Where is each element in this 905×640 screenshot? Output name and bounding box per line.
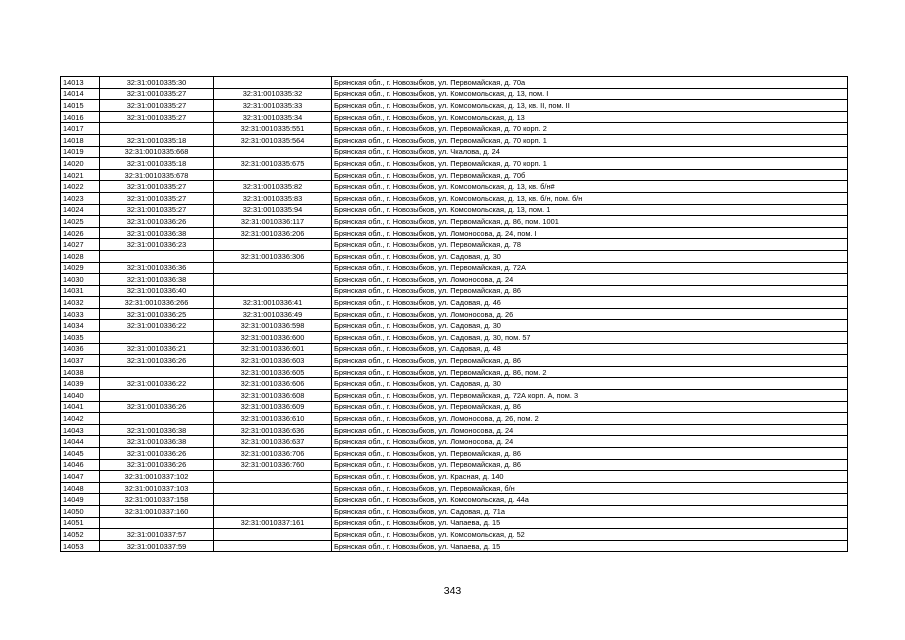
table-row	[61, 192, 848, 204]
table-row	[61, 320, 848, 332]
table-row	[61, 343, 848, 355]
row-number-cell: 14050	[61, 505, 100, 517]
address-cell: Брянская обл., г. Новозыбков, ул. Комсомольская, д. 13, кв. б/н, пом. б/н	[332, 192, 848, 204]
row-number-cell: 14046	[61, 459, 100, 471]
building-cadastral-cell: 32:31:0010336:49	[214, 308, 332, 320]
table-row	[61, 482, 848, 494]
table-row	[61, 413, 848, 425]
land-plot-cadastral-cell: 32:31:0010335:27	[100, 111, 214, 123]
address-cell: Брянская обл., г. Новозыбков, ул. Садовая, д. 46	[332, 297, 848, 309]
building-cadastral-cell	[214, 285, 332, 297]
building-cadastral-cell: 32:31:0010337:161	[214, 517, 332, 529]
building-cadastral-cell: 32:31:0010336:605	[214, 366, 332, 378]
row-number-cell: 14035	[61, 332, 100, 344]
table-row	[61, 471, 848, 483]
land-plot-cadastral-cell	[100, 332, 214, 344]
table-row	[61, 529, 848, 541]
table-row	[61, 424, 848, 436]
row-number-cell: 14049	[61, 494, 100, 506]
row-number-cell: 14020	[61, 158, 100, 170]
table-row	[61, 505, 848, 517]
table-row	[61, 216, 848, 228]
table-row	[61, 517, 848, 529]
address-cell: Брянская обл., г. Новозыбков, ул. Первомайская, д. 86	[332, 459, 848, 471]
building-cadastral-cell	[214, 146, 332, 158]
row-number-cell: 14025	[61, 216, 100, 228]
table-row	[61, 239, 848, 251]
land-plot-cadastral-cell: 32:31:0010336:26	[100, 459, 214, 471]
land-plot-cadastral-cell: 32:31:0010336:26	[100, 448, 214, 460]
address-cell: Брянская обл., г. Новозыбков, ул. Ломоносова, д. 26, пом. 2	[332, 413, 848, 425]
land-plot-cadastral-cell	[100, 390, 214, 402]
address-cell: Брянская обл., г. Новозыбков, ул. Комсомольская, д. 44а	[332, 494, 848, 506]
building-cadastral-cell	[214, 77, 332, 89]
table-row	[61, 448, 848, 460]
row-number-cell: 14031	[61, 285, 100, 297]
row-number-cell: 14019	[61, 146, 100, 158]
land-plot-cadastral-cell	[100, 366, 214, 378]
building-cadastral-cell: 32:31:0010335:33	[214, 100, 332, 112]
table-row	[61, 227, 848, 239]
table-row	[61, 436, 848, 448]
row-number-cell: 14051	[61, 517, 100, 529]
row-number-cell: 14024	[61, 204, 100, 216]
row-number-cell: 14018	[61, 134, 100, 146]
address-cell: Брянская обл., г. Новозыбков, ул. Первомайская, д. 72А корп. А, пом. 3	[332, 390, 848, 402]
land-plot-cadastral-cell: 32:31:0010337:158	[100, 494, 214, 506]
address-cell: Брянская обл., г. Новозыбков, ул. Комсомольская, д. 13, пом. 1	[332, 204, 848, 216]
land-plot-cadastral-cell: 32:31:0010336:26	[100, 216, 214, 228]
table-row	[61, 355, 848, 367]
building-cadastral-cell: 32:31:0010335:675	[214, 158, 332, 170]
row-number-cell: 14038	[61, 366, 100, 378]
table-row	[61, 308, 848, 320]
building-cadastral-cell: 32:31:0010336:598	[214, 320, 332, 332]
land-plot-cadastral-cell: 32:31:0010335:27	[100, 88, 214, 100]
land-plot-cadastral-cell: 32:31:0010336:38	[100, 436, 214, 448]
table-row	[61, 181, 848, 193]
table-row	[61, 262, 848, 274]
address-cell: Брянская обл., г. Новозыбков, ул. Чапаева, д. 15	[332, 517, 848, 529]
row-number-cell: 14052	[61, 529, 100, 541]
address-cell: Брянская обл., г. Новозыбков, ул. Ломоносова, д. 24	[332, 424, 848, 436]
table-row	[61, 123, 848, 135]
row-number-cell: 14030	[61, 274, 100, 286]
address-cell: Брянская обл., г. Новозыбков, ул. Первомайская, д. 86	[332, 285, 848, 297]
address-cell: Брянская обл., г. Новозыбков, ул. Первомайская, д. 78	[332, 239, 848, 251]
row-number-cell: 14032	[61, 297, 100, 309]
address-cell: Брянская обл., г. Новозыбков, ул. Красная, д. 140	[332, 471, 848, 483]
row-number-cell: 14013	[61, 77, 100, 89]
table-row	[61, 332, 848, 344]
table-row	[61, 390, 848, 402]
land-plot-cadastral-cell: 32:31:0010336:38	[100, 227, 214, 239]
land-plot-cadastral-cell: 32:31:0010337:103	[100, 482, 214, 494]
land-plot-cadastral-cell: 32:31:0010336:25	[100, 308, 214, 320]
row-number-cell: 14045	[61, 448, 100, 460]
table-row	[61, 378, 848, 390]
building-cadastral-cell	[214, 262, 332, 274]
land-plot-cadastral-cell: 32:31:0010335:27	[100, 100, 214, 112]
row-number-cell: 14017	[61, 123, 100, 135]
row-number-cell: 14036	[61, 343, 100, 355]
land-plot-cadastral-cell	[100, 517, 214, 529]
table-row	[61, 169, 848, 181]
address-cell: Брянская обл., г. Новозыбков, ул. Чкалова, д. 24	[332, 146, 848, 158]
address-cell: Брянская обл., г. Новозыбков, ул. Ломоносова, д. 24, пом. I	[332, 227, 848, 239]
registry-table	[60, 76, 848, 552]
building-cadastral-cell: 32:31:0010336:608	[214, 390, 332, 402]
table-row	[61, 494, 848, 506]
address-cell: Брянская обл., г. Новозыбков, ул. Первомайская, б/н	[332, 482, 848, 494]
address-cell: Брянская обл., г. Новозыбков, ул. Комсомольская, д. 13, пом. I	[332, 88, 848, 100]
address-cell: Брянская обл., г. Новозыбков, ул. Первомайская, д. 72А	[332, 262, 848, 274]
row-number-cell: 14014	[61, 88, 100, 100]
land-plot-cadastral-cell: 32:31:0010336:266	[100, 297, 214, 309]
row-number-cell: 14043	[61, 424, 100, 436]
row-number-cell: 14044	[61, 436, 100, 448]
land-plot-cadastral-cell: 32:31:0010335:27	[100, 204, 214, 216]
land-plot-cadastral-cell	[100, 123, 214, 135]
row-number-cell: 14041	[61, 401, 100, 413]
table-row	[61, 540, 848, 552]
table-row	[61, 366, 848, 378]
address-cell: Брянская обл., г. Новозыбков, ул. Садовая, д. 48	[332, 343, 848, 355]
table-row	[61, 274, 848, 286]
land-plot-cadastral-cell: 32:31:0010335:18	[100, 158, 214, 170]
building-cadastral-cell	[214, 505, 332, 517]
address-cell: Брянская обл., г. Новозыбков, ул. Садовая, д. 71а	[332, 505, 848, 517]
land-plot-cadastral-cell: 32:31:0010336:26	[100, 401, 214, 413]
building-cadastral-cell: 32:31:0010336:600	[214, 332, 332, 344]
address-cell: Брянская обл., г. Новозыбков, ул. Садовая, д. 30, пом. 57	[332, 332, 848, 344]
building-cadastral-cell: 32:31:0010335:34	[214, 111, 332, 123]
table-row	[61, 100, 848, 112]
building-cadastral-cell: 32:31:0010335:94	[214, 204, 332, 216]
row-number-cell: 14021	[61, 169, 100, 181]
building-cadastral-cell: 32:31:0010336:760	[214, 459, 332, 471]
address-cell: Брянская обл., г. Новозыбков, ул. Первомайская, д. 70 корп. 1	[332, 158, 848, 170]
address-cell: Брянская обл., г. Новозыбков, ул. Первомайская, д. 70б	[332, 169, 848, 181]
building-cadastral-cell: 32:31:0010336:609	[214, 401, 332, 413]
row-number-cell: 14028	[61, 250, 100, 262]
table-row	[61, 111, 848, 123]
land-plot-cadastral-cell: 32:31:0010336:26	[100, 355, 214, 367]
land-plot-cadastral-cell: 32:31:0010335:678	[100, 169, 214, 181]
row-number-cell: 14034	[61, 320, 100, 332]
address-cell: Брянская обл., г. Новозыбков, ул. Садовая, д. 30	[332, 320, 848, 332]
row-number-cell: 14033	[61, 308, 100, 320]
building-cadastral-cell	[214, 239, 332, 251]
building-cadastral-cell: 32:31:0010335:82	[214, 181, 332, 193]
page-number: 343	[443, 585, 462, 597]
address-cell: Брянская обл., г. Новозыбков, ул. Чапаева, д. 15	[332, 540, 848, 552]
table-row	[61, 204, 848, 216]
table-row	[61, 297, 848, 309]
building-cadastral-cell: 32:31:0010336:601	[214, 343, 332, 355]
land-plot-cadastral-cell: 32:31:0010336:38	[100, 424, 214, 436]
land-plot-cadastral-cell: 32:31:0010336:22	[100, 320, 214, 332]
building-cadastral-cell: 32:31:0010336:610	[214, 413, 332, 425]
building-cadastral-cell	[214, 529, 332, 541]
address-cell: Брянская обл., г. Новозыбков, ул. Первомайская, д. 70 корп. 2	[332, 123, 848, 135]
registry-table-body	[61, 77, 848, 552]
land-plot-cadastral-cell: 32:31:0010337:57	[100, 529, 214, 541]
building-cadastral-cell	[214, 274, 332, 286]
building-cadastral-cell: 32:31:0010336:117	[214, 216, 332, 228]
address-cell: Брянская обл., г. Новозыбков, ул. Первомайская, д. 70 корп. 1	[332, 134, 848, 146]
building-cadastral-cell: 32:31:0010335:551	[214, 123, 332, 135]
table-row	[61, 134, 848, 146]
address-cell: Брянская обл., г. Новозыбков, ул. Первомайская, д. 86, пом. 2	[332, 366, 848, 378]
row-number-cell: 14047	[61, 471, 100, 483]
land-plot-cadastral-cell: 32:31:0010337:59	[100, 540, 214, 552]
row-number-cell: 14023	[61, 192, 100, 204]
building-cadastral-cell: 32:31:0010335:564	[214, 134, 332, 146]
building-cadastral-cell: 32:31:0010336:41	[214, 297, 332, 309]
address-cell: Брянская обл., г. Новозыбков, ул. Садовая, д. 30	[332, 378, 848, 390]
table-row	[61, 146, 848, 158]
building-cadastral-cell	[214, 482, 332, 494]
table-row	[61, 77, 848, 89]
row-number-cell: 14027	[61, 239, 100, 251]
land-plot-cadastral-cell: 32:31:0010335:27	[100, 181, 214, 193]
land-plot-cadastral-cell	[100, 250, 214, 262]
building-cadastral-cell: 32:31:0010336:706	[214, 448, 332, 460]
land-plot-cadastral-cell: 32:31:0010336:23	[100, 239, 214, 251]
row-number-cell: 14022	[61, 181, 100, 193]
table-row	[61, 459, 848, 471]
table-row	[61, 250, 848, 262]
address-cell: Брянская обл., г. Новозыбков, ул. Первомайская, д. 86	[332, 401, 848, 413]
row-number-cell: 14053	[61, 540, 100, 552]
address-cell: Брянская обл., г. Новозыбков, ул. Первомайская, д. 86, пом. 1001	[332, 216, 848, 228]
building-cadastral-cell: 32:31:0010336:206	[214, 227, 332, 239]
land-plot-cadastral-cell: 32:31:0010336:21	[100, 343, 214, 355]
row-number-cell: 14042	[61, 413, 100, 425]
row-number-cell: 14048	[61, 482, 100, 494]
address-cell: Брянская обл., г. Новозыбков, ул. Комсомольская, д. 13, кв. б/н#	[332, 181, 848, 193]
row-number-cell: 14040	[61, 390, 100, 402]
address-cell: Брянская обл., г. Новозыбков, ул. Комсомольская, д. 13, кв. II, пом. II	[332, 100, 848, 112]
table-row	[61, 88, 848, 100]
address-cell: Брянская обл., г. Новозыбков, ул. Ломоносова, д. 24	[332, 436, 848, 448]
table-row	[61, 401, 848, 413]
land-plot-cadastral-cell: 32:31:0010337:102	[100, 471, 214, 483]
address-cell: Брянская обл., г. Новозыбков, ул. Первомайская, д. 86	[332, 448, 848, 460]
building-cadastral-cell: 32:31:0010336:636	[214, 424, 332, 436]
building-cadastral-cell: 32:31:0010336:603	[214, 355, 332, 367]
row-number-cell: 14015	[61, 100, 100, 112]
building-cadastral-cell: 32:31:0010336:637	[214, 436, 332, 448]
building-cadastral-cell	[214, 169, 332, 181]
building-cadastral-cell	[214, 494, 332, 506]
land-plot-cadastral-cell: 32:31:0010336:40	[100, 285, 214, 297]
land-plot-cadastral-cell: 32:31:0010336:38	[100, 274, 214, 286]
table-row	[61, 158, 848, 170]
row-number-cell: 14026	[61, 227, 100, 239]
building-cadastral-cell: 32:31:0010335:83	[214, 192, 332, 204]
building-cadastral-cell: 32:31:0010336:606	[214, 378, 332, 390]
address-cell: Брянская обл., г. Новозыбков, ул. Садовая, д. 30	[332, 250, 848, 262]
land-plot-cadastral-cell: 32:31:0010335:30	[100, 77, 214, 89]
land-plot-cadastral-cell: 32:31:0010335:668	[100, 146, 214, 158]
land-plot-cadastral-cell: 32:31:0010336:36	[100, 262, 214, 274]
address-cell: Брянская обл., г. Новозыбков, ул. Комсомольская, д. 13	[332, 111, 848, 123]
land-plot-cadastral-cell	[100, 413, 214, 425]
row-number-cell: 14016	[61, 111, 100, 123]
table-row	[61, 285, 848, 297]
building-cadastral-cell	[214, 471, 332, 483]
land-plot-cadastral-cell: 32:31:0010335:18	[100, 134, 214, 146]
address-cell: Брянская обл., г. Новозыбков, ул. Ломоносова, д. 26	[332, 308, 848, 320]
address-cell: Брянская обл., г. Новозыбков, ул. Комсомольская, д. 52	[332, 529, 848, 541]
land-plot-cadastral-cell: 32:31:0010337:160	[100, 505, 214, 517]
row-number-cell: 14037	[61, 355, 100, 367]
building-cadastral-cell: 32:31:0010336:306	[214, 250, 332, 262]
address-cell: Брянская обл., г. Новозыбков, ул. Первомайская, д. 86	[332, 355, 848, 367]
land-plot-cadastral-cell: 32:31:0010335:27	[100, 192, 214, 204]
address-cell: Брянская обл., г. Новозыбков, ул. Ломоносова, д. 24	[332, 274, 848, 286]
building-cadastral-cell: 32:31:0010335:32	[214, 88, 332, 100]
row-number-cell: 14039	[61, 378, 100, 390]
address-cell: Брянская обл., г. Новозыбков, ул. Первомайская, д. 70а	[332, 77, 848, 89]
row-number-cell: 14029	[61, 262, 100, 274]
land-plot-cadastral-cell: 32:31:0010336:22	[100, 378, 214, 390]
building-cadastral-cell	[214, 540, 332, 552]
